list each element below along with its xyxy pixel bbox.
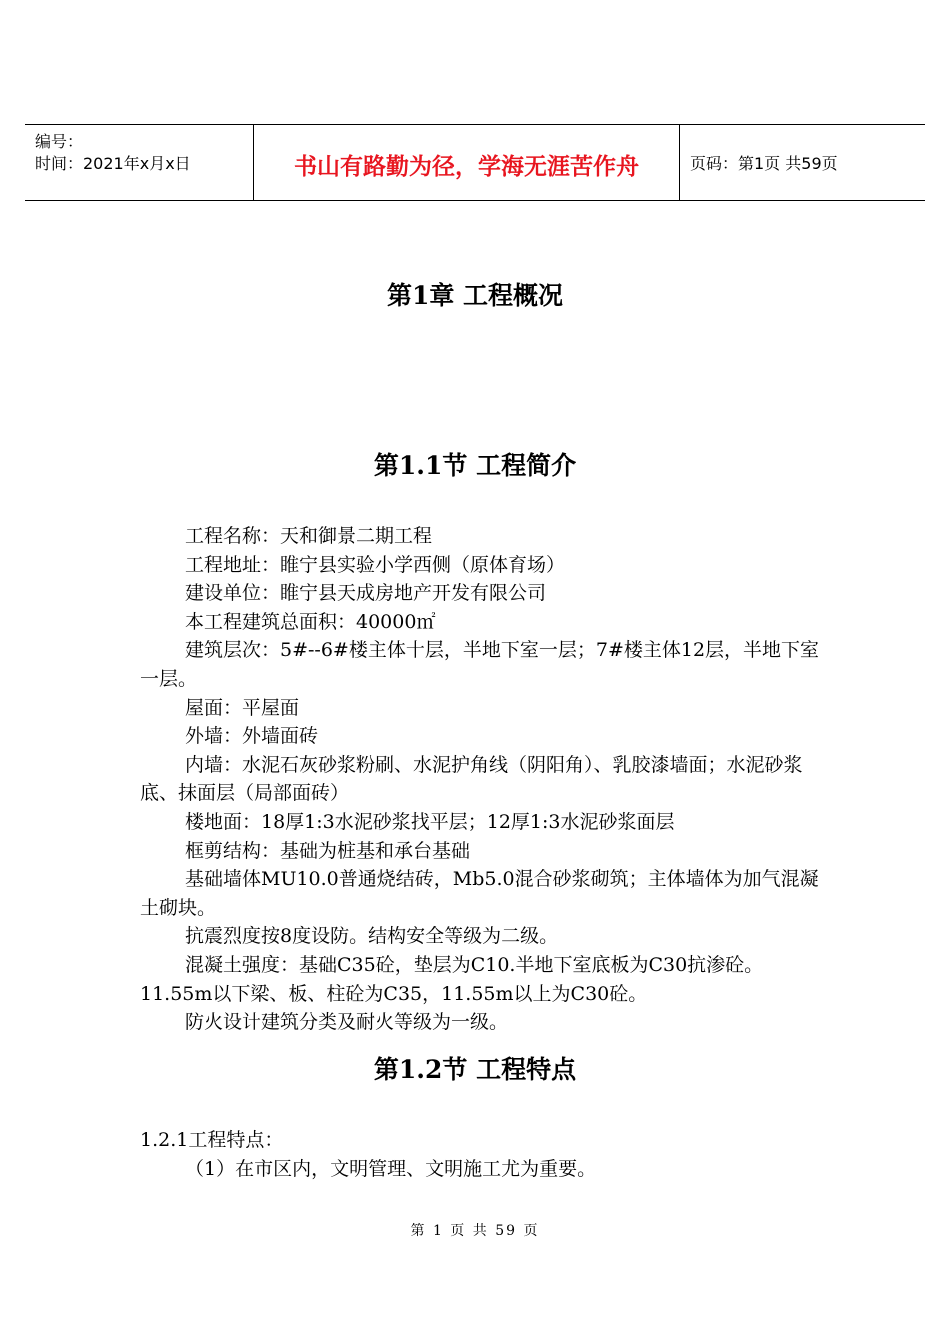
paragraph: 外墙：外墙面砖 <box>185 725 319 748</box>
section-title: 第1.2节 工程特点 <box>373 1055 577 1084</box>
paragraph: 建设单位：睢宁县天成房地产开发有限公司 <box>185 582 547 605</box>
header-motto: 书山有路勤为径，学海无涯苦作舟 <box>254 125 680 200</box>
paragraph: 工程名称：天和御景二期工程 <box>185 525 433 547</box>
chapter-title: 第1章 工程概况 <box>386 281 564 310</box>
document-header <box>25 124 925 201</box>
number-label: 编号： <box>35 132 84 151</box>
section-body <box>140 522 830 1037</box>
paragraph: 框剪结构：基础为桩基和承台基础 <box>185 839 471 862</box>
paragraph: 基础墙体MU10.0普通烧结砖，Mb5.0混合砂浆砌筑；主体墙体为加气混凝土砌块。 <box>140 868 819 919</box>
paragraph: 内墙：水泥石灰砂浆粉刷、水泥护角线（阴阳角）、乳胶漆墙面；水泥砂浆底、抹面层（局部面砖） <box>140 753 803 805</box>
subheading: 1.2.1工程特点： <box>140 1129 284 1151</box>
paragraph: 混凝土强度：基础C35砼，垫层为C10.半地下室底板为C30抗渗砼。11.55m以下梁、板、柱砼为C35，11.55m以上为C30砼。 <box>140 953 764 1005</box>
paragraph: 工程地址：睢宁县实验小学西侧（原体育场） <box>185 553 566 576</box>
paragraph: 抗震烈度按8度设防。结构安全等级为二级。 <box>185 925 559 948</box>
paragraph: 防火设计建筑分类及耐火等级为一级。 <box>185 1011 509 1034</box>
paragraph: 本工程建筑总面积：40000㎡ <box>185 610 436 633</box>
paragraph: 楼地面：18厚1:3水泥砂浆找平层；12厚1:3水泥砂浆面层 <box>185 810 675 833</box>
header-page-info: 页码：第1页 共59页 <box>690 154 838 173</box>
paragraph: 屋面：平屋面 <box>185 696 300 719</box>
section-body <box>140 1126 830 1183</box>
time-label: 时间：2021年x月x日 <box>35 154 191 173</box>
paragraph: 建筑层次：5#--6#楼主体十层，半地下室一层；7#楼主体12层，半地下室一层。 <box>140 639 820 690</box>
section-title: 第1.1节 工程简介 <box>373 451 577 480</box>
page-footer: 第 1 页 共 59 页 <box>410 1223 540 1239</box>
list-item: （1）在市区内，文明管理、文明施工尤为重要。 <box>185 1157 597 1180</box>
header-meta <box>25 125 254 200</box>
